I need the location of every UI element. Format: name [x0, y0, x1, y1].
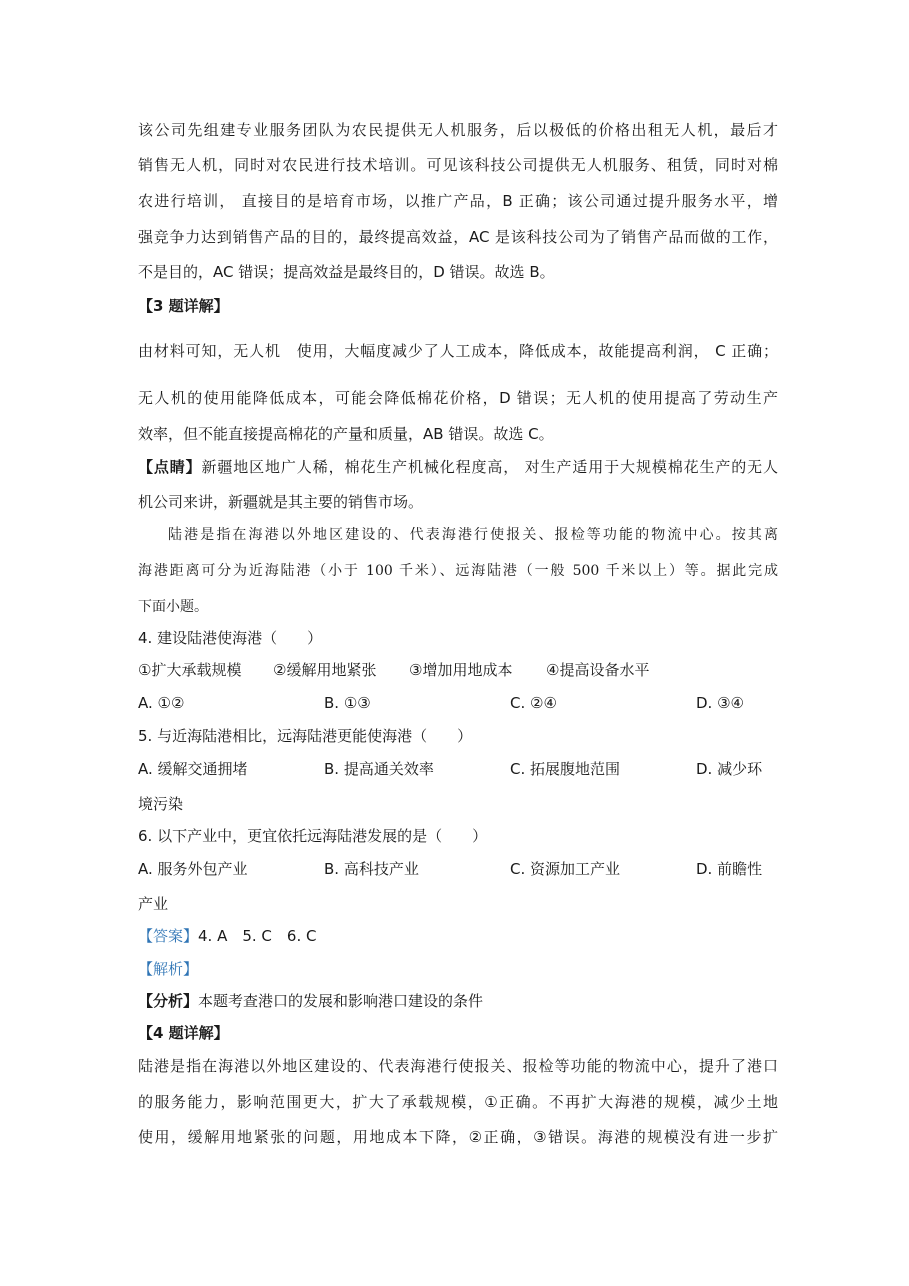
q4-item: ①扩大承载规模: [138, 661, 242, 679]
answer-line: [138, 926, 316, 946]
q3-heading: 【3 题详解】: [138, 297, 229, 315]
dianjing-line: [138, 457, 778, 477]
dianjing-label: 【点睛】: [138, 458, 202, 476]
q6-stem: 6. 以下产业中，更宜依托远海陆港发展的是（ ）: [138, 827, 488, 845]
q5-option-d-wrap: 境污染: [138, 795, 184, 813]
answer-text: 4. A 5. C 6. C: [198, 927, 317, 945]
q3-line: 无人机的使用能降低成本，可能会降低棉花价格，D 错误；无人机的使用提高了劳动生产: [138, 389, 778, 407]
q4-detail-line: 陆港是指在海港以外地区建设的、代表海港行使报关、报检等功能的物流中心，提升了港口: [138, 1057, 778, 1075]
fenxi-line: [138, 991, 483, 1011]
material-line: 陆港是指在海港以外地区建设的、代表海港行使报关、报检等功能的物流中心。按其离: [168, 527, 778, 543]
explanation-line: 强竞争力达到销售产品的目的，最终提高效益，AC 是该科技公司为了销售产品而做的工作，: [138, 228, 778, 246]
q4-option-c: C. ②④: [510, 694, 557, 712]
q4-detail-line: 的服务能力，影响范围更大，扩大了承载规模，①正确。不再扩大海港的规模，减少土地: [138, 1093, 778, 1111]
analysis-label: 【解析】: [138, 960, 199, 978]
q4-item: ②缓解用地紧张: [273, 661, 377, 679]
q4-option-a: A. ①②: [138, 694, 185, 712]
q5-option-d: D. 减少环: [696, 760, 763, 778]
explanation-line: 销售无人机，同时对农民进行技术培训。可见该科技公司提供无人机服务、租赁，同时对棉: [138, 156, 778, 174]
q4-detail-line: 使用，缓解用地紧张的问题，用地成本下降，②正确，③错误。海港的规模没有进一步扩: [138, 1128, 778, 1146]
q4-stem: 4. 建设陆港使海港（ ）: [138, 629, 323, 647]
material-line: 海港距离可分为近海陆港（小于 100 千米）、远海陆港（一般 500 千米以上）等。据此完成: [138, 563, 778, 579]
q3-line: 效率，但不能直接提高棉花的产量和质量，AB 错误。故选 C。: [138, 425, 554, 443]
q6-option-d: D. 前瞻性: [696, 860, 763, 878]
q5-option-b: B. 提高通关效率: [324, 760, 434, 778]
fenxi-label: 【分析】: [138, 992, 199, 1010]
q3-line: 由材料可知，无人机 使用，大幅度减少了人工成本，降低成本，故能提高利润， C 正确；: [138, 342, 778, 360]
q6-option-d-wrap: 产业: [138, 895, 169, 913]
q4-option-d: D. ③④: [696, 694, 744, 712]
explanation-line: 农进行培训， 直接目的是培育市场，以推广产品，B 正确；该公司通过提升服务水平，增: [138, 192, 778, 210]
q4-detail-heading: 【4 题详解】: [138, 1024, 229, 1042]
explanation-line: 不是目的，AC 错误；提高效益是最终目的，D 错误。故选 B。: [138, 263, 555, 281]
q5-option-a: A. 缓解交通拥堵: [138, 760, 248, 778]
q6-option-c: C. 资源加工产业: [510, 860, 621, 878]
q6-option-a: A. 服务外包产业: [138, 860, 248, 878]
dianjing-line: 机公司来讲，新疆就是其主要的销售市场。: [138, 493, 424, 511]
q4-option-b: B. ①③: [324, 694, 371, 712]
q6-option-b: B. 高科技产业: [324, 860, 419, 878]
answer-label: 【答案】: [138, 927, 199, 945]
q4-item: ④提高设备水平: [546, 661, 650, 679]
q4-item: ③增加用地成本: [409, 661, 513, 679]
dianjing-text: 新疆地区地广人稀，棉花生产机械化程度高， 对生产适用于大规模棉花生产的无人: [201, 458, 778, 476]
material-line: 下面小题。: [138, 599, 208, 615]
q5-stem: 5. 与近海陆港相比，远海陆港更能使海港（ ）: [138, 727, 473, 745]
fenxi-text: 本题考查港口的发展和影响港口建设的条件: [198, 992, 484, 1010]
explanation-line: 该公司先组建专业服务团队为农民提供无人机服务，后以极低的价格出租无人机，最后才: [138, 121, 778, 139]
q5-option-c: C. 拓展腹地范围: [510, 760, 621, 778]
